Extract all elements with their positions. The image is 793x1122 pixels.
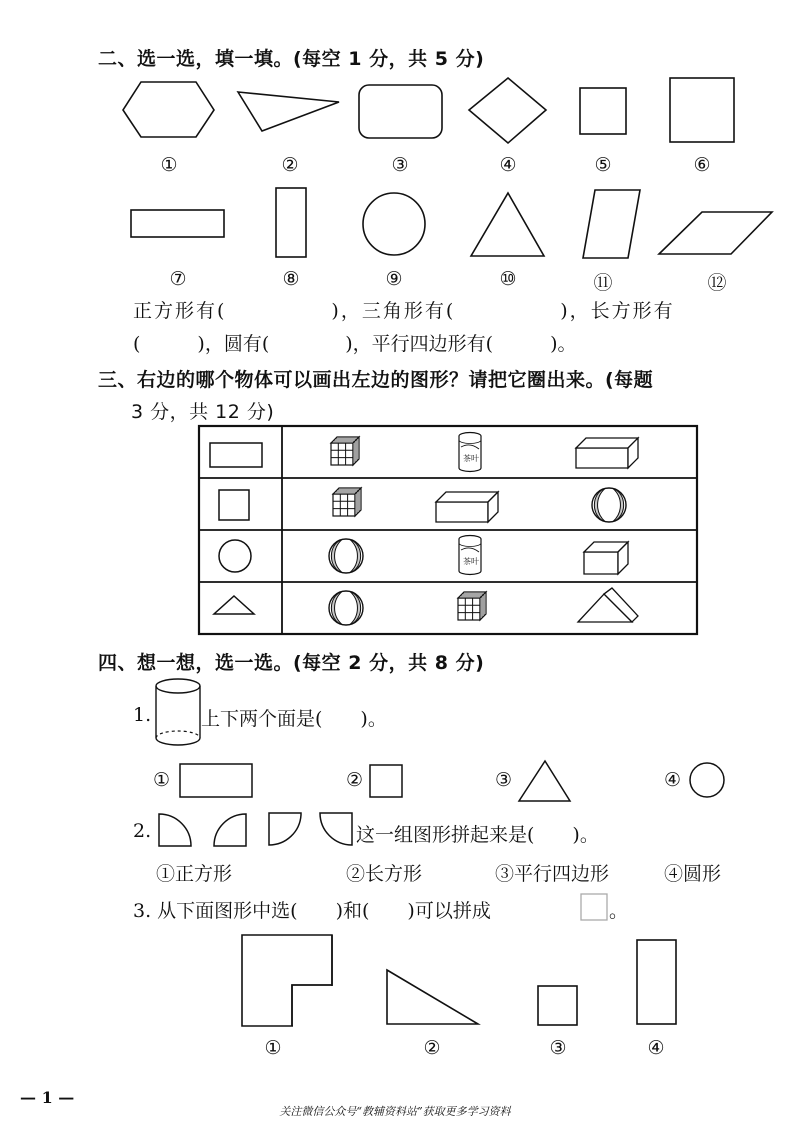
q2-number: 2. bbox=[133, 820, 152, 842]
q1-number: 1. bbox=[133, 704, 152, 726]
shape-label-3: ③ bbox=[391, 154, 409, 176]
shape-label-9: ⑨ bbox=[385, 268, 403, 290]
shape-label-11: ⑪ bbox=[593, 272, 613, 294]
q2-text: 这一组图形拼起来是( )。 bbox=[356, 824, 599, 846]
q2-option2: ②长方形 bbox=[346, 863, 423, 885]
section3-heading-line2: 3 分，共 12 分) bbox=[131, 401, 275, 423]
q1-option2-label: ② bbox=[346, 769, 364, 791]
page-number: — 1 — bbox=[20, 1088, 75, 1107]
section4-heading: 四、想一想，选一选。(每空 2 分，共 8 分) bbox=[98, 652, 485, 674]
q3-text: 3. 从下面图形中选( )和( )可以拼成 bbox=[133, 900, 491, 922]
shape-label-10: ⑩ bbox=[499, 268, 517, 290]
section3-heading-line1: 三、右边的哪个物体可以画出左边的图形？请把它圈出来。(每题 bbox=[98, 369, 654, 391]
section2-fill-line2: ( )，圆有( )，平行四边形有( )。 bbox=[133, 333, 577, 355]
q3-label-3: ③ bbox=[549, 1037, 567, 1059]
row3-can-label: 茶叶 bbox=[463, 557, 479, 566]
q1-option3-label: ③ bbox=[495, 769, 513, 791]
section2-fill-line1: 正方形有( )，三角形有( )，长方形有 bbox=[133, 300, 675, 322]
shape-label-2: ② bbox=[281, 154, 299, 176]
shape-label-12: ⑫ bbox=[707, 272, 727, 294]
row1-can-label: 茶叶 bbox=[463, 454, 479, 463]
footer-note: 关注微信公众号“教辅资料站”获取更多学习资料 bbox=[279, 1105, 511, 1118]
q3-label-2: ② bbox=[423, 1037, 441, 1059]
q1-text: 上下两个面是( )。 bbox=[201, 708, 387, 730]
shape-label-4: ④ bbox=[499, 154, 517, 176]
shape-label-6: ⑥ bbox=[693, 154, 711, 176]
section2-heading: 二、选一选，填一填。(每空 1 分，共 5 分) bbox=[98, 48, 485, 70]
q1-option1-label: ① bbox=[153, 769, 171, 791]
q2-option4: ④圆形 bbox=[664, 863, 722, 885]
q3-label-1: ① bbox=[264, 1037, 282, 1059]
q2-option1: ①正方形 bbox=[156, 863, 233, 885]
q1-option4-label: ④ bbox=[664, 769, 682, 791]
shape-label-5: ⑤ bbox=[594, 154, 612, 176]
q3-end: 。 bbox=[609, 900, 629, 922]
shape-label-7: ⑦ bbox=[169, 268, 187, 290]
shape-label-8: ⑧ bbox=[282, 268, 300, 290]
q3-label-4: ④ bbox=[647, 1037, 665, 1059]
shape-label-1: ① bbox=[160, 154, 178, 176]
q2-option3: ③平行四边形 bbox=[495, 863, 610, 885]
